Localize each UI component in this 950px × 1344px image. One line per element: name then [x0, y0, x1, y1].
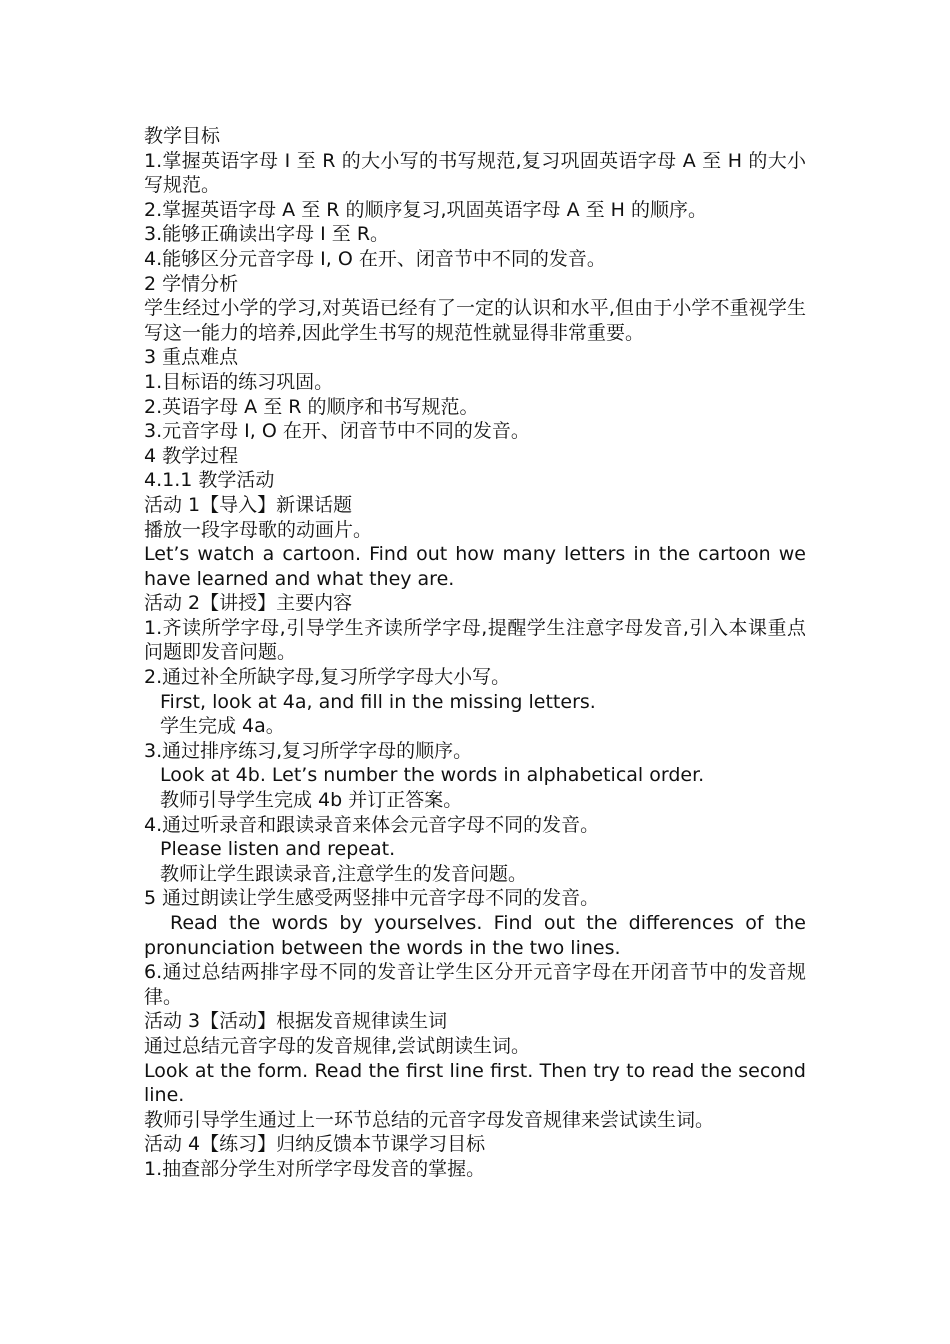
activity-2-step-3: 3.通过排序练习,复习所学字母的顺序。 [144, 739, 473, 762]
activity-2-step-4-english: Please listen and repeat. [160, 838, 396, 861]
activity-4-title: 活动 4【练习】归纳反馈本节课学习目标 [144, 1133, 486, 1156]
activity-2-step-3-english: Look at 4b. Let’s number the words in alphabetical order. [160, 764, 705, 787]
goal-item-2: 2.掌握英语字母 A 至 R 的顺序复习,巩固英语字母 A 至 H 的顺序。 [144, 198, 707, 221]
activity-4-step-1: 1.抽查部分学生对所学字母发音的掌握。 [144, 1157, 486, 1180]
key-point-3: 3.元音字母 I, O 在开、闭音节中不同的发音。 [144, 420, 530, 443]
activity-3-english: Look at the form. Read the first line first. Then try to read the second line. [144, 1059, 806, 1107]
heading-teaching-process: 4 教学过程 [144, 444, 239, 467]
student-analysis-paragraph: 学生经过小学的学习,对英语已经有了一定的认识和水平,但由于小学不重视学生写这一能力的培养,因此学生书写的规范性就显得非常重要。 [144, 297, 806, 344]
activity-3-description: 通过总结元音字母的发音规律,尝试朗读生词。 [144, 1034, 531, 1057]
subheading-teaching-activities: 4.1.1 教学活动 [144, 469, 275, 492]
key-point-2: 2.英语字母 A 至 R 的顺序和书写规范。 [144, 395, 479, 418]
goal-item-1: 1.掌握英语字母 I 至 R 的大小写的书写规范,复习巩固英语字母 A 至 H 的大小写规范。 [144, 149, 806, 197]
activity-1-english: Let’s watch a cartoon. Find out how many letters in the cartoon we have learned and what they are. [144, 543, 806, 590]
activity-2-step-6: 6.通过总结两排字母不同的发音让学生区分开元音字母在开闭音节中的发音规律。 [144, 961, 806, 1008]
activity-2-step-5-english: Read the words by yourselves. Find out the differences of the pronunciation between the words in the two lines. [144, 912, 806, 959]
activity-2-step-2: 2.通过补全所缺字母,复习所学字母大小写。 [144, 666, 511, 689]
activity-2-title: 活动 2【讲授】主要内容 [144, 592, 353, 615]
activity-3-title: 活动 3【活动】根据发音规律读生词 [144, 1010, 448, 1033]
activity-2-step-1: 1.齐读所学字母,引导学生齐读所学字母,提醒学生注意字母发音,引入本课重点问题即发音问题。 [144, 616, 806, 664]
activity-3-note: 教师引导学生通过上一环节总结的元音字母发音规律来尝试读生词。 [144, 1108, 715, 1131]
heading-student-analysis: 2 学情分析 [144, 272, 239, 295]
goal-item-4: 4.能够区分元音字母 I, O 在开、闭音节中不同的发音。 [144, 247, 606, 270]
heading-key-points: 3 重点难点 [144, 346, 239, 369]
activity-2-step-4-note: 教师让学生跟读录音,注意学生的发音问题。 [160, 862, 528, 885]
heading-teaching-goals: 教学目标 [144, 125, 221, 147]
activity-2-step-4: 4.通过听录音和跟读录音来体会元音字母不同的发音。 [144, 813, 600, 836]
goal-item-3: 3.能够正确读出字母 I 至 R。 [144, 223, 390, 246]
activity-2-step-3-note: 教师引导学生完成 4b 并订正答案。 [160, 789, 463, 812]
activity-2-step-2-note: 学生完成 4a。 [160, 715, 285, 738]
document-page [144, 124, 806, 1182]
activity-2-step-5: 5 通过朗读让学生感受两竖排中元音字母不同的发音。 [144, 887, 600, 910]
activity-2-step-2-english: First, look at 4a, and fill in the missing letters. [160, 690, 596, 713]
activity-1-title: 活动 1【导入】新课话题 [144, 493, 353, 516]
activity-1-description: 播放一段字母歌的动画片。 [144, 518, 373, 541]
key-point-1: 1.目标语的练习巩固。 [144, 370, 334, 393]
